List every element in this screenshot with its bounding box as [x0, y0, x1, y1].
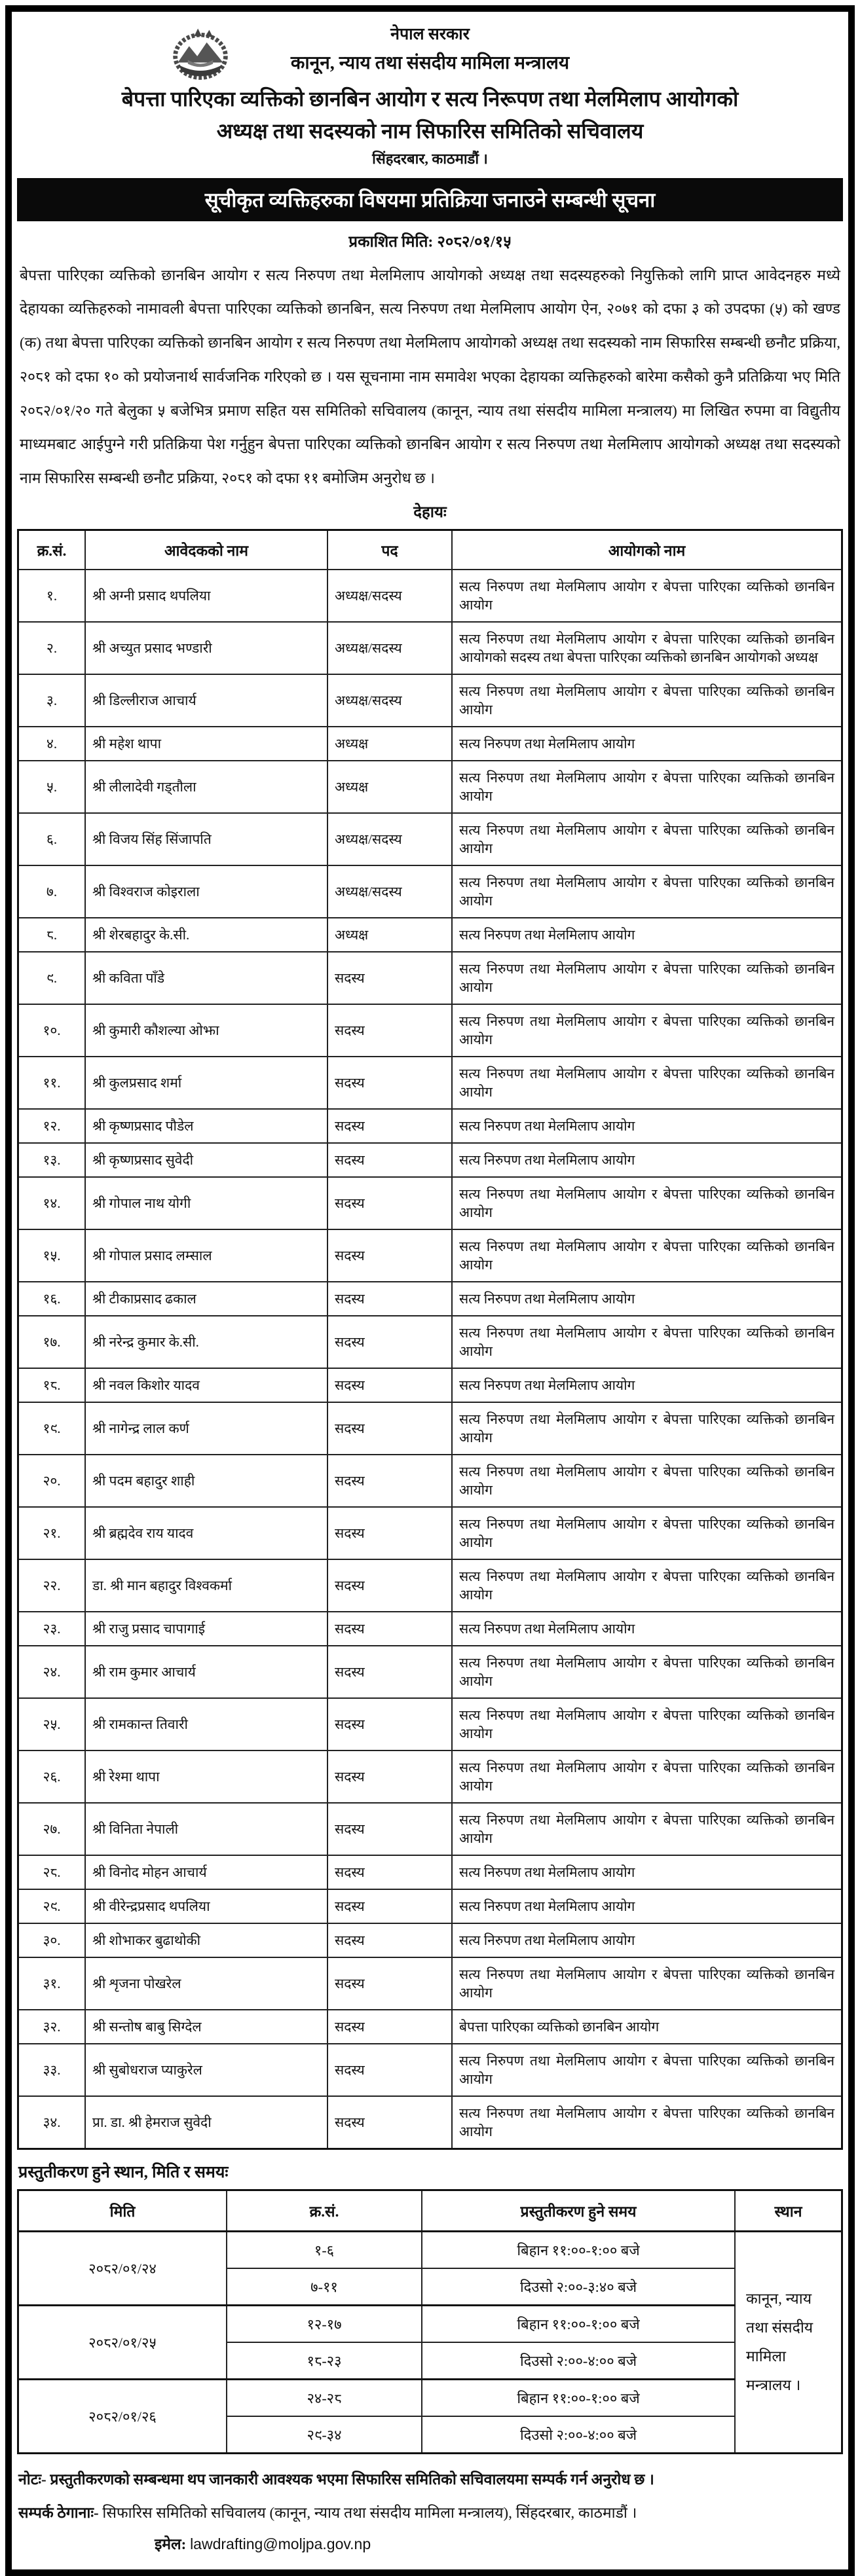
post-cell: अध्यक्ष/सदस्य: [327, 813, 452, 865]
header-date: मिति: [18, 2190, 227, 2231]
sn-cell: १४.: [18, 1177, 86, 1229]
post-cell: सदस्य: [327, 2010, 452, 2044]
table-row: [18, 1143, 842, 1177]
post-cell: सदस्य: [327, 1402, 452, 1455]
commission-cell: सत्य निरुपण तथा मेलमिलाप आयोग: [452, 1368, 842, 1402]
table-row: [18, 1923, 842, 1957]
applicants-table: [17, 529, 843, 2150]
sn-cell: ३४.: [18, 2096, 86, 2149]
commission-cell: सत्य निरुपण तथा मेलमिलाप आयोग र बेपत्ता पारिएका व्यक्तिको छानबिन आयोग: [452, 1957, 842, 2010]
post-cell: अध्यक्ष/सदस्य: [327, 622, 452, 674]
table-row: [18, 1057, 842, 1109]
table-row: [18, 2096, 842, 2149]
sn-cell: २२.: [18, 1559, 86, 1612]
name-cell: श्री कुमारी कौशल्या ओझा: [85, 1004, 327, 1057]
commission-cell: सत्य निरुपण तथा मेलमिलाप आयोग र बेपत्ता पारिएका व्यक्तिको छानबिन आयोगको सदस्य तथा बेपत्ता पारिएका व्यक्तिको छानबिन आयोगको अध्यक्ष: [452, 622, 842, 674]
name-cell: श्री राम कुमार आचार्य: [85, 1646, 327, 1698]
header-presentation-time: प्रस्तुतीकरण हुने समय: [422, 2190, 735, 2231]
sn-cell: ४.: [18, 727, 86, 761]
name-cell: श्री लीलादेवी गड्तौला: [85, 761, 327, 813]
post-cell: अध्यक्ष/सदस्य: [327, 865, 452, 918]
commission-cell: सत्य निरुपण तथा मेलमिलाप आयोग र बेपत्ता पारिएका व्यक्तिको छानबिन आयोग: [452, 674, 842, 727]
post-cell: सदस्य: [327, 1923, 452, 1957]
post-cell: सदस्य: [327, 1368, 452, 1402]
sn-cell: १३.: [18, 1143, 86, 1177]
post-cell: सदस्य: [327, 1559, 452, 1612]
commission-cell: सत्य निरुपण तथा मेलमिलाप आयोग: [452, 1855, 842, 1889]
table-row: [18, 674, 842, 727]
post-cell: सदस्य: [327, 1177, 452, 1229]
contact-line: [18, 2499, 842, 2526]
note-line: [18, 2466, 842, 2493]
location-cell: कानून, न्याय तथा संसदीय मामिला मन्त्रालय ।: [735, 2231, 842, 2453]
commission-cell: सत्य निरुपण तथा मेलमिलाप आयोग र बेपत्ता पारिएका व्यक्तिको छानबिन आयोग: [452, 1229, 842, 1282]
commission-cell: सत्य निरुपण तथा मेलमिलाप आयोग: [452, 727, 842, 761]
name-cell: श्री विश्वराज कोइराला: [85, 865, 327, 918]
serial-range-cell: ७-११: [227, 2268, 422, 2306]
name-cell: श्री कृष्णप्रसाद पौडेल: [85, 1109, 327, 1143]
table-row: [18, 1316, 842, 1368]
date-cell: २०८२/०१/२६: [18, 2379, 227, 2453]
notice-title-bar: सूचीकृत व्यक्तिहरुका विषयमा प्रतिक्रिया जनाउने सम्बन्धी सूचना: [17, 178, 843, 221]
commission-cell: सत्य निरुपण तथा मेलमिलाप आयोग र बेपत्ता पारिएका व्यक्तिको छानबिन आयोग: [452, 1402, 842, 1455]
email-address: lawdrafting@moljpa.gov.np: [190, 2535, 371, 2552]
table-row: [18, 570, 842, 622]
contact-address-label: सम्पर्क ठेगानाः-: [18, 2505, 99, 2522]
name-cell: श्री अच्युत प्रसाद भण्डारी: [85, 622, 327, 674]
table-row: [18, 1646, 842, 1698]
name-cell: डा. श्री मान बहादुर विश्वकर्मा: [85, 1559, 327, 1612]
commission-cell: सत्य निरुपण तथा मेलमिलाप आयोग र बेपत्ता पारिएका व्यक्तिको छानबिन आयोग: [452, 2096, 842, 2149]
sn-cell: ३३.: [18, 2044, 86, 2096]
post-cell: अध्यक्ष: [327, 918, 452, 952]
commission-cell: सत्य निरुपण तथा मेलमिलाप आयोग र बेपत्ता पारिएका व्यक्तिको छानबिन आयोग: [452, 761, 842, 813]
commission-cell: सत्य निरुपण तथा मेलमिलाप आयोग: [452, 918, 842, 952]
name-cell: श्री महेश थापा: [85, 727, 327, 761]
table-row: [18, 622, 842, 674]
serial-range-cell: २९-३४: [227, 2416, 422, 2454]
sn-cell: २५.: [18, 1698, 86, 1751]
government-name: नेपाल सरकार: [390, 26, 470, 43]
letterhead: [17, 14, 843, 175]
office-address: सिंहदरबार, काठमाडौं ।: [372, 150, 488, 167]
commission-cell: सत्य निरुपण तथा मेलमिलाप आयोग र बेपत्ता पारिएका व्यक्तिको छानबिन आयोग: [452, 1698, 842, 1751]
table-row: [18, 1889, 842, 1923]
commission-cell: सत्य निरुपण तथा मेलमिलाप आयोग र बेपत्ता पारिएका व्यक्तिको छानबिन आयोग: [452, 865, 842, 918]
table-row: [18, 865, 842, 918]
name-cell: श्री शोभाकर बुढाथोकी: [85, 1923, 327, 1957]
post-cell: सदस्य: [327, 1646, 452, 1698]
post-cell: सदस्य: [327, 1143, 452, 1177]
post-cell: अध्यक्ष/सदस्य: [327, 674, 452, 727]
sn-cell: ५.: [18, 761, 86, 813]
sn-cell: २९.: [18, 1889, 86, 1923]
commission-cell: सत्य निरुपण तथा मेलमिलाप आयोग र बेपत्ता पारिएका व्यक्तिको छानबिन आयोग: [452, 1177, 842, 1229]
post-cell: सदस्य: [327, 1455, 452, 1507]
name-cell: श्री नागेन्द्र लाल कर्ण: [85, 1402, 327, 1455]
schedule-row: [18, 2379, 842, 2416]
table-row: [18, 1177, 842, 1229]
commission-cell: सत्य निरुपण तथा मेलमिलाप आयोग र बेपत्ता पारिएका व्यक्तिको छानबिन आयोग: [452, 952, 842, 1004]
header-post: पद: [327, 530, 452, 570]
table-row: [18, 761, 842, 813]
time-cell: दिउसो २:००-४:०० बजे: [422, 2416, 735, 2454]
table-row: [18, 1612, 842, 1646]
nepal-government-emblem: [169, 24, 232, 86]
commission-cell: सत्य निरुपण तथा मेलमिलाप आयोग: [452, 1282, 842, 1316]
post-cell: सदस्य: [327, 1229, 452, 1282]
sn-cell: २६.: [18, 1751, 86, 1803]
post-cell: अध्यक्ष: [327, 727, 452, 761]
sn-cell: १.: [18, 570, 86, 622]
time-cell: दिउसो २:००-४:०० बजे: [422, 2342, 735, 2380]
post-cell: सदस्य: [327, 952, 452, 1004]
commission-cell: सत्य निरुपण तथा मेलमिलाप आयोग र बेपत्ता पारिएका व्यक्तिको छानबिन आयोग: [452, 570, 842, 622]
name-cell: श्री विनिता नेपाली: [85, 1803, 327, 1855]
commission-cell: सत्य निरुपण तथा मेलमिलाप आयोग र बेपत्ता पारिएका व्यक्तिको छानबिन आयोग: [452, 1004, 842, 1057]
serial-range-cell: १८-२३: [227, 2342, 422, 2380]
secretariat-title-line1: बेपत्ता पारिएका व्यक्तिको छानबिन आयोग र सत्य निरूपण तथा मेलमिलाप आयोगको: [121, 86, 739, 111]
commission-cell: सत्य निरुपण तथा मेलमिलाप आयोग र बेपत्ता पारिएका व्यक्तिको छानबिन आयोग: [452, 1507, 842, 1559]
sn-cell: १७.: [18, 1316, 86, 1368]
sn-cell: ११.: [18, 1057, 86, 1109]
name-cell: श्री वीरेन्द्रप्रसाद थपलिया: [85, 1889, 327, 1923]
sn-cell: १५.: [18, 1229, 86, 1282]
list-label: देहायः: [413, 503, 447, 521]
time-cell: बिहान ११:००-१:०० बजे: [422, 2231, 735, 2268]
table-row: [18, 1957, 842, 2010]
post-cell: सदस्य: [327, 1957, 452, 2010]
notice-document: [5, 5, 855, 2576]
sn-cell: २०.: [18, 1455, 86, 1507]
sn-cell: ९.: [18, 952, 86, 1004]
sn-cell: १६.: [18, 1282, 86, 1316]
secretariat-title-line2: अध्यक्ष तथा सदस्यको नाम सिफारिस समितिको सचिवालय: [216, 118, 644, 143]
table-row: [18, 1402, 842, 1455]
commission-cell: बेपत्ता पारिएका व्यक्तिको छानबिन आयोग: [452, 2010, 842, 2044]
post-cell: सदस्य: [327, 1612, 452, 1646]
email-line: [155, 2532, 842, 2557]
commission-cell: सत्य निरुपण तथा मेलमिलाप आयोग र बेपत्ता पारिएका व्यक्तिको छानबिन आयोग: [452, 813, 842, 865]
sn-cell: २३.: [18, 1612, 86, 1646]
name-cell: श्री गोपाल प्रसाद लम्साल: [85, 1229, 327, 1282]
commission-cell: सत्य निरुपण तथा मेलमिलाप आयोग: [452, 1143, 842, 1177]
commission-cell: सत्य निरुपण तथा मेलमिलाप आयोग: [452, 1923, 842, 1957]
sn-cell: १०.: [18, 1004, 86, 1057]
sn-cell: २८.: [18, 1855, 86, 1889]
schedule-header-row: [18, 2190, 842, 2231]
table-row: [18, 727, 842, 761]
header-serial-number: क्र.सं.: [18, 530, 86, 570]
name-cell: श्री नरेन्द्र कुमार के.सी.: [85, 1316, 327, 1368]
table-row: [18, 1698, 842, 1751]
name-cell: श्री रेश्मा थापा: [85, 1751, 327, 1803]
table-row: [18, 1004, 842, 1057]
name-cell: श्री गोपाल नाथ योगी: [85, 1177, 327, 1229]
contact-address-text: सिफारिस समितिको सचिवालय (कानून, न्याय तथा संसदीय मामिला मन्त्रालय), सिंहदरबार, काठमाडौं ।: [102, 2505, 637, 2522]
header-place: स्थान: [735, 2190, 842, 2231]
email-label: इमेल:: [155, 2535, 187, 2552]
name-cell: श्री शेरबहादुर के.सी.: [85, 918, 327, 952]
table-row: [18, 952, 842, 1004]
presentation-section-heading: प्रस्तुतीकरण हुने स्थान, मिति र समयः: [18, 2163, 229, 2181]
sn-cell: २४.: [18, 1646, 86, 1698]
name-cell: श्री टीकाप्रसाद ढकाल: [85, 1282, 327, 1316]
table-row: [18, 1803, 842, 1855]
sn-cell: १८.: [18, 1368, 86, 1402]
header-applicant-name: आवेदकको नाम: [85, 530, 327, 570]
post-cell: सदस्य: [327, 1803, 452, 1855]
sn-cell: १२.: [18, 1109, 86, 1143]
post-cell: सदस्य: [327, 1316, 452, 1368]
post-cell: अध्यक्ष: [327, 761, 452, 813]
post-cell: सदस्य: [327, 1282, 452, 1316]
header-commission-name: आयोगको नाम: [452, 530, 842, 570]
table-row: [18, 1229, 842, 1282]
sn-cell: ३०.: [18, 1923, 86, 1957]
sn-cell: २७.: [18, 1803, 86, 1855]
name-cell: श्री विनोद मोहन आचार्य: [85, 1855, 327, 1889]
name-cell: श्री डिल्लीराज आचार्य: [85, 674, 327, 727]
sn-cell: २.: [18, 622, 86, 674]
commission-cell: सत्य निरुपण तथा मेलमिलाप आयोग र बेपत्ता पारिएका व्यक्तिको छानबिन आयोग: [452, 2044, 842, 2096]
table-row: [18, 1282, 842, 1316]
name-cell: श्री कुलप्रसाद शर्मा: [85, 1057, 327, 1109]
post-cell: सदस्य: [327, 1507, 452, 1559]
table-row: [18, 1507, 842, 1559]
time-cell: दिउसो २:००-३:४० बजे: [422, 2268, 735, 2306]
notice-body-paragraph: बेपत्ता पारिएका व्यक्तिको छानबिन आयोग र सत्य निरुपण तथा मेलमिलाप आयोगको अध्यक्ष तथा सदस्यहरुको नियुक्तिको लागि प्राप्त आवेदनहरु मध्ये देहायका व्यक्तिहरुको नामावली बेपत्ता पारिएका व्यक्तिको छानबिन, सत्य निरुपण तथा मेलमिलाप आयोग ऐन, २०७१ को दफा ३ को उपदफा (५) को खण्ड (क) तथा बेपत्ता पारिएका व्यक्तिको छानबिन आयोग र सत्य निरुपण तथा मेलमिलाप आयोगको अध्यक्ष तथा सदस्यको नाम सिफारिस सम्बन्धी छनौट प्रक्रिया, २०८१ को दफा १० को प्रयोजनार्थ सार्वजनिक गरिएको छ । यस सूचनामा नाम समावेश भएका देहायका व्यक्तिहरुको बारेमा कसैको कुनै प्रतिक्रिया भए मिति २०८२/०१/२० गते बेलुका ५ बजेभित्र प्रमाण सहित यस समितिको सचिवालय (कानून, न्याय तथा संसदीय मामिला मन्त्रालय) मा लिखित रुपमा वा विद्युतीय माध्यमबाट आईपुग्ने गरी प्रतिक्रिया पेश गर्नुहुन बेपत्ता पारिएका व्यक्तिको छानबिन आयोग र सत्य निरुपण तथा मेलमिलाप आयोगको अध्यक्ष तथा सदस्यको नाम सिफारिस सम्बन्धी छनौट प्रक्रिया, २०८१ को दफा ११ बमोजिम अनुरोध छ ।: [20, 266, 840, 487]
table-row: [18, 1455, 842, 1507]
time-cell: बिहान ११:००-१:०० बजे: [422, 2379, 735, 2416]
name-cell: श्री ब्रह्मदेव राय यादव: [85, 1507, 327, 1559]
date-cell: २०८२/०१/२४: [18, 2231, 227, 2305]
table-row: [18, 918, 842, 952]
sn-cell: ३२.: [18, 2010, 86, 2044]
post-cell: सदस्य: [327, 1004, 452, 1057]
commission-cell: सत्य निरुपण तथा मेलमिलाप आयोग र बेपत्ता पारिएका व्यक्तिको छानबिन आयोग: [452, 1646, 842, 1698]
commission-cell: सत्य निरुपण तथा मेलमिलाप आयोग: [452, 1612, 842, 1646]
table-row: [18, 1109, 842, 1143]
serial-range-cell: १-६: [227, 2231, 422, 2268]
post-cell: सदस्य: [327, 2044, 452, 2096]
commission-cell: सत्य निरुपण तथा मेलमिलाप आयोग: [452, 1889, 842, 1923]
schedule-row: [18, 2305, 842, 2342]
commission-cell: सत्य निरुपण तथा मेलमिलाप आयोग: [452, 1109, 842, 1143]
name-cell: श्री विजय सिंह सिंजापति: [85, 813, 327, 865]
name-cell: श्री अग्नी प्रसाद थपलिया: [85, 570, 327, 622]
sn-cell: ३१.: [18, 1957, 86, 2010]
ministry-name: कानून, न्याय तथा संसदीय मामिला मन्त्रालय: [290, 52, 570, 73]
note-text: प्रस्तुतीकरणको सम्बन्धमा थप जानकारी आवश्यक भएमा सिफारिस समितिको सचिवालयमा सम्पर्क गर्न अनुरोध छ ।: [50, 2471, 654, 2488]
table-row: [18, 2044, 842, 2096]
name-cell: श्री नवल किशोर यादव: [85, 1368, 327, 1402]
sn-cell: ७.: [18, 865, 86, 918]
name-cell: श्री सुबोधराज प्याकुरेल: [85, 2044, 327, 2096]
post-cell: सदस्य: [327, 1889, 452, 1923]
name-cell: श्री पदम बहादुर शाही: [85, 1455, 327, 1507]
post-cell: सदस्य: [327, 1751, 452, 1803]
commission-cell: सत्य निरुपण तथा मेलमिलाप आयोग र बेपत्ता पारिएका व्यक्तिको छानबिन आयोग: [452, 1316, 842, 1368]
schedule-row: [18, 2231, 842, 2268]
table-row: [18, 1368, 842, 1402]
post-cell: सदस्य: [327, 2096, 452, 2149]
post-cell: सदस्य: [327, 1057, 452, 1109]
applicants-header-row: [18, 530, 842, 570]
sn-cell: १९.: [18, 1402, 86, 1455]
commission-cell: सत्य निरुपण तथा मेलमिलाप आयोग र बेपत्ता पारिएका व्यक्तिको छानबिन आयोग: [452, 1803, 842, 1855]
table-row: [18, 1855, 842, 1889]
sn-cell: ८.: [18, 918, 86, 952]
serial-range-cell: २४-२८: [227, 2379, 422, 2416]
sn-cell: ३.: [18, 674, 86, 727]
commission-cell: सत्य निरुपण तथा मेलमिलाप आयोग र बेपत्ता पारिएका व्यक्तिको छानबिन आयोग: [452, 1057, 842, 1109]
name-cell: प्रा. डा. श्री हेमराज सुवेदी: [85, 2096, 327, 2149]
post-cell: सदस्य: [327, 1109, 452, 1143]
name-cell: श्री कृष्णप्रसाद सुवेदी: [85, 1143, 327, 1177]
post-cell: अध्यक्ष/सदस्य: [327, 570, 452, 622]
time-cell: बिहान ११:००-१:०० बजे: [422, 2305, 735, 2342]
published-date: प्रकाशित मिति: २०८२/०१/१५: [348, 233, 512, 251]
date-cell: २०८२/०१/२५: [18, 2305, 227, 2379]
table-row: [18, 1559, 842, 1612]
post-cell: सदस्य: [327, 1698, 452, 1751]
sn-cell: ६.: [18, 813, 86, 865]
table-row: [18, 2010, 842, 2044]
post-cell: सदस्य: [327, 1855, 452, 1889]
name-cell: श्री शृजना पोखरेल: [85, 1957, 327, 2010]
table-row: [18, 813, 842, 865]
commission-cell: सत्य निरुपण तथा मेलमिलाप आयोग र बेपत्ता पारिएका व्यक्तिको छानबिन आयोग: [452, 1455, 842, 1507]
commission-cell: सत्य निरुपण तथा मेलमिलाप आयोग र बेपत्ता पारिएका व्यक्तिको छानबिन आयोग: [452, 1559, 842, 1612]
commission-cell: सत्य निरुपण तथा मेलमिलाप आयोग र बेपत्ता पारिएका व्यक्तिको छानबिन आयोग: [452, 1751, 842, 1803]
name-cell: श्री सन्तोष बाबु सिग्देल: [85, 2010, 327, 2044]
note-label: नोटः-: [18, 2471, 47, 2488]
table-row: [18, 1751, 842, 1803]
name-cell: श्री राजु प्रसाद चापागाई: [85, 1612, 327, 1646]
name-cell: श्री रामकान्त तिवारी: [85, 1698, 327, 1751]
presentation-schedule-table: [17, 2189, 843, 2454]
sn-cell: २१.: [18, 1507, 86, 1559]
serial-range-cell: १२-१७: [227, 2305, 422, 2342]
name-cell: श्री कविता पाँडे: [85, 952, 327, 1004]
header-schedule-serial: क्र.सं.: [227, 2190, 422, 2231]
